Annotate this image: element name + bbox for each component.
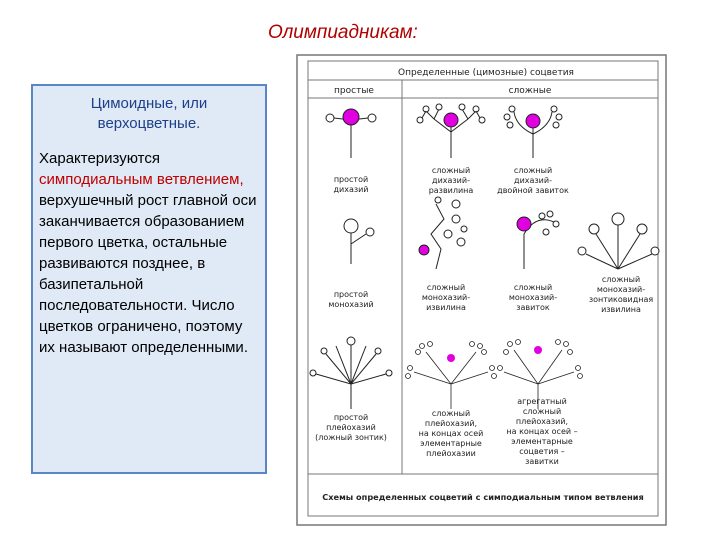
- body-text-highlight: симподиальным ветвлением,: [39, 171, 244, 188]
- label-complex-monochasium-fork: сложный монохазий-извилина: [421, 283, 471, 312]
- label-complex-monochasium-zigzag: сложный монохазий-зонтиковидная извилина: [588, 275, 654, 314]
- description-box: [31, 84, 267, 474]
- label-complex-monochasium-curl: сложный монохазий-завиток: [508, 283, 558, 312]
- diagram-header: Определенные (цимозные) соцветия: [398, 68, 574, 78]
- body-text-end: верхушечный рост главной оси заканчивается образованием первого цветка, остальные развиваются позднее, в базипетальной последовательности. Число цветков ограничено, поэтому их называют определенными.: [39, 192, 257, 356]
- label-aggregate-pleiochasium: агрегатный сложный плейохазий, на концах осей – элементарные соцветия – завитки: [506, 397, 578, 466]
- column-complex: сложные: [508, 86, 552, 96]
- label-simple-monochasium: простой монохазий: [328, 290, 374, 309]
- label-simple-pleiochasium: простой плейохазий (ложный зонтик): [315, 413, 387, 442]
- label-complex-dichasium-curl: сложный дихазий-двойной завиток: [497, 166, 569, 195]
- label-complex-pleiochasium: сложный плейохазий, на концах осей элементарные плейохазии: [418, 409, 484, 458]
- label-complex-dichasium-fork: сложный дихазий-развилина: [428, 166, 474, 195]
- label-simple-dichasium: простой дихазий: [333, 175, 369, 194]
- description-body: [39, 148, 259, 358]
- slide-title: Олимпиадникам:: [268, 22, 418, 43]
- description-heading: Цимоидные, или верхоцветные.: [90, 95, 208, 132]
- diagram-footer: Схемы определенных соцветий с симподиальным типом ветвления: [322, 492, 644, 502]
- body-text-start: Характеризуются: [39, 150, 160, 167]
- column-simple: простые: [334, 86, 374, 96]
- inflorescence-diagram: [296, 54, 667, 526]
